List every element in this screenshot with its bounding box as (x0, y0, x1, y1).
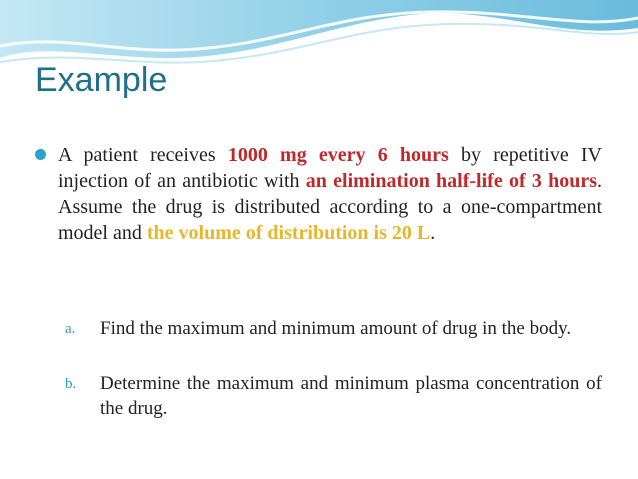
volume-highlight: the volume of distribution is 20 L (146, 222, 431, 244)
sub-item-marker: a. (65, 321, 76, 337)
sub-item-a (52, 316, 602, 341)
dose-highlight: 1000 mg every 6 hours (227, 144, 449, 166)
para-text-3: . Assume the drug is distributed according to a one-compartment model and (58, 170, 602, 244)
para-text-4: . (430, 222, 436, 244)
sub-item-marker: b. (65, 376, 77, 392)
half-life-highlight: an elimination half-life of 3 hours (305, 170, 597, 192)
problem-paragraph (58, 142, 602, 246)
para-text-2: by repetitive IV injection of an antibiotic with (58, 144, 603, 192)
slide-title: Example (35, 61, 168, 99)
sub-item-text: Find the maximum and minimum amount of drug in the body. (100, 318, 572, 339)
main-bullet (32, 142, 602, 246)
para-text-1: A patient receives (58, 144, 228, 166)
sub-item-text: Determine the maximum and minimum plasma concentration of the drug. (100, 373, 602, 419)
sub-item-b (52, 371, 602, 421)
bullet-dot-icon (35, 149, 46, 160)
